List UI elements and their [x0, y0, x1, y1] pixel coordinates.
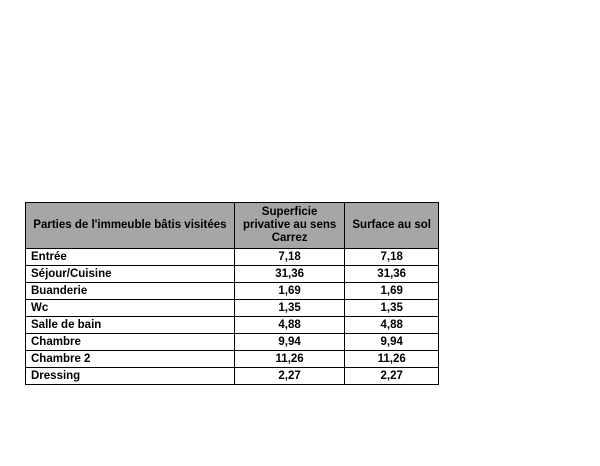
- table-row: [26, 283, 439, 300]
- sol-value: 2,27: [345, 368, 439, 385]
- carrez-value: 9,94: [234, 334, 345, 351]
- room-name: Chambre: [26, 334, 235, 351]
- table-row: [26, 300, 439, 317]
- sol-value: 9,94: [345, 334, 439, 351]
- table-row: [26, 317, 439, 334]
- room-name: Wc: [26, 300, 235, 317]
- carrez-value: 1,35: [234, 300, 345, 317]
- sol-value: 31,36: [345, 266, 439, 283]
- carrez-value: 1,69: [234, 283, 345, 300]
- sol-value: 4,88: [345, 317, 439, 334]
- surface-table: [25, 202, 439, 385]
- table-body: [26, 249, 439, 385]
- table-row: [26, 266, 439, 283]
- sol-value: 1,69: [345, 283, 439, 300]
- table-row: [26, 334, 439, 351]
- header-row: [26, 203, 439, 249]
- table-row: [26, 351, 439, 368]
- table-row: [26, 249, 439, 266]
- room-name: Dressing: [26, 368, 235, 385]
- carrez-value: 31,36: [234, 266, 345, 283]
- header-superficie-carrez: Superficie privative au sens Carrez: [234, 203, 345, 249]
- header-parties: Parties de l'immeuble bâtis visitées: [26, 203, 235, 249]
- room-name: Chambre 2: [26, 351, 235, 368]
- table-row: [26, 368, 439, 385]
- header-surface-sol: Surface au sol: [345, 203, 439, 249]
- room-name: Buanderie: [26, 283, 235, 300]
- carrez-value: 11,26: [234, 351, 345, 368]
- carrez-value: 2,27: [234, 368, 345, 385]
- table-header: [26, 203, 439, 249]
- room-name: Entrée: [26, 249, 235, 266]
- carrez-value: 4,88: [234, 317, 345, 334]
- sol-value: 7,18: [345, 249, 439, 266]
- room-name: Séjour/Cuisine: [26, 266, 235, 283]
- room-name: Salle de bain: [26, 317, 235, 334]
- carrez-value: 7,18: [234, 249, 345, 266]
- sol-value: 1,35: [345, 300, 439, 317]
- sol-value: 11,26: [345, 351, 439, 368]
